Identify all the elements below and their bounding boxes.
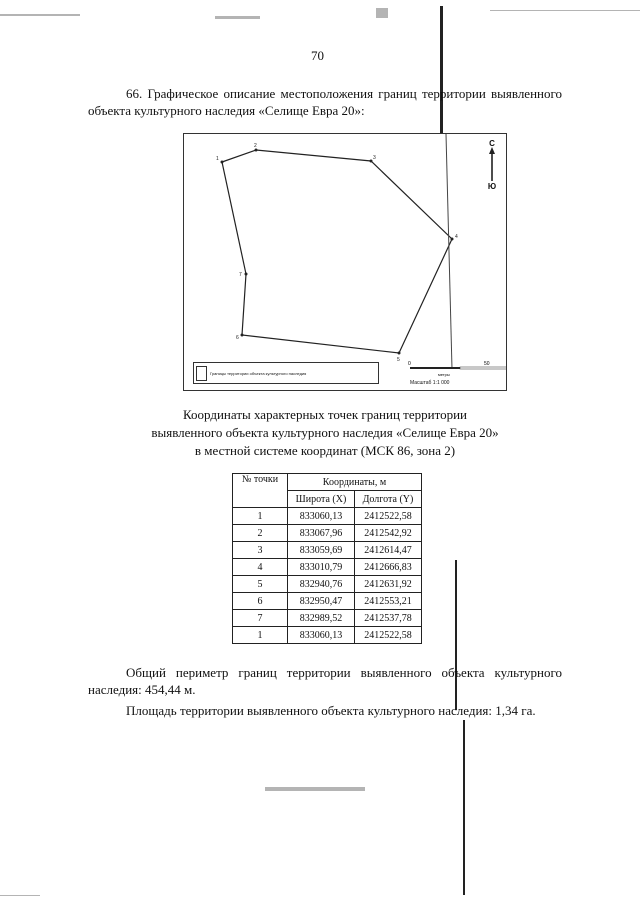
vertex-label: 3 — [373, 155, 376, 161]
cell-y: 2412542,92 — [354, 525, 421, 542]
cell-x: 832950,47 — [288, 593, 355, 610]
perimeter-paragraph — [88, 664, 562, 698]
perimeter-text: Общий периметр границ территории выявленного объекта культурного наследия: 454,44 м. — [88, 665, 562, 697]
scale-bar — [408, 361, 506, 377]
scale-caption: Масштаб 1:1 000 — [410, 380, 450, 386]
cell-point: 4 — [233, 559, 288, 576]
scan-noise — [215, 16, 260, 19]
caption-line-3: в местной системе координат (МСК 86, зона 2) — [194, 443, 456, 458]
scale-unit: метры — [438, 372, 450, 377]
north-label — [486, 139, 498, 191]
cell-y: 2412631,92 — [354, 576, 421, 593]
cell-point: 5 — [233, 576, 288, 593]
cell-y: 2412537,78 — [354, 610, 421, 627]
vertex-7 — [245, 273, 248, 276]
boundary-vertices — [221, 149, 454, 355]
cell-x: 832989,52 — [288, 610, 355, 627]
vertex-1 — [221, 161, 224, 164]
table-row — [233, 559, 422, 576]
vertex-5 — [398, 352, 401, 355]
territory-boundary — [222, 150, 452, 353]
page-number: 70 — [311, 48, 324, 63]
table-row — [233, 542, 422, 559]
coordinates-table — [232, 473, 422, 644]
map-legend — [193, 362, 379, 384]
table-row — [233, 627, 422, 644]
cell-point: 6 — [233, 593, 288, 610]
vertex-label: 4 — [455, 234, 458, 240]
cell-x: 833059,69 — [288, 542, 355, 559]
vertex-label: 5 — [397, 357, 400, 363]
cell-point: 2 — [233, 525, 288, 542]
caption-line-2: выявленного объекта культурного наследия «Селище Евра 20» — [151, 425, 499, 440]
cell-y: 2412553,21 — [354, 593, 421, 610]
vertex-6 — [241, 334, 244, 337]
table-row — [233, 593, 422, 610]
vertex-label: 2 — [254, 143, 257, 149]
cell-y: 2412614,47 — [354, 542, 421, 559]
vertex-label: 1 — [216, 156, 219, 162]
cell-x: 833067,96 — [288, 525, 355, 542]
caption-line-1: Координаты характерных точек границ территории — [183, 407, 467, 422]
table-row — [233, 508, 422, 525]
section-number: 66. — [126, 86, 143, 101]
vertex-label: 6 — [236, 335, 239, 341]
cell-point: 1 — [233, 508, 288, 525]
header-point: № точки — [233, 474, 288, 508]
legend-swatch — [196, 366, 207, 381]
cell-x: 833060,13 — [288, 627, 355, 644]
cell-point: 3 — [233, 542, 288, 559]
cell-point: 7 — [233, 610, 288, 627]
scan-noise — [265, 787, 365, 791]
vertex-4 — [451, 238, 454, 241]
area-text: Площадь территории выявленного объекта культурного наследия: 1,34 га. — [126, 703, 536, 718]
scale-end: 50 — [484, 361, 490, 367]
scale-start: 0 — [408, 361, 411, 367]
table-row — [233, 576, 422, 593]
scan-noise — [0, 14, 80, 16]
header-coordinates: Координаты, м — [288, 474, 422, 491]
cell-y: 2412666,83 — [354, 559, 421, 576]
boundary-map — [183, 133, 507, 391]
table-caption — [100, 406, 550, 460]
section-heading — [88, 85, 562, 119]
table-row — [233, 525, 422, 542]
cell-y: 2412522,58 — [354, 627, 421, 644]
boundary-map-drawing — [184, 134, 506, 390]
scan-noise — [0, 895, 40, 896]
table-row — [233, 610, 422, 627]
header-latitude: Широта (X) — [288, 491, 355, 508]
cell-x: 833060,13 — [288, 508, 355, 525]
cell-x: 832940,76 — [288, 576, 355, 593]
cell-y: 2412522,58 — [354, 508, 421, 525]
south-letter: Ю — [487, 182, 497, 191]
map-vertical-line — [446, 134, 452, 369]
legend-label: Границы территории объекта культурного наследия — [210, 371, 307, 376]
scan-vertical-line — [440, 6, 443, 146]
scan-noise — [490, 10, 640, 11]
scan-vertical-line — [463, 720, 465, 895]
cell-point: 1 — [233, 627, 288, 644]
cell-x: 833010,79 — [288, 559, 355, 576]
section-title: Графическое описание местоположения границ территории выявленного объекта культурного наследия «Селище Евра 20»: — [88, 86, 562, 118]
north-letter: С — [489, 139, 495, 148]
area-paragraph — [88, 702, 562, 719]
scan-noise — [376, 8, 388, 18]
vertex-label: 7 — [239, 272, 242, 278]
header-longitude: Долгота (Y) — [354, 491, 421, 508]
